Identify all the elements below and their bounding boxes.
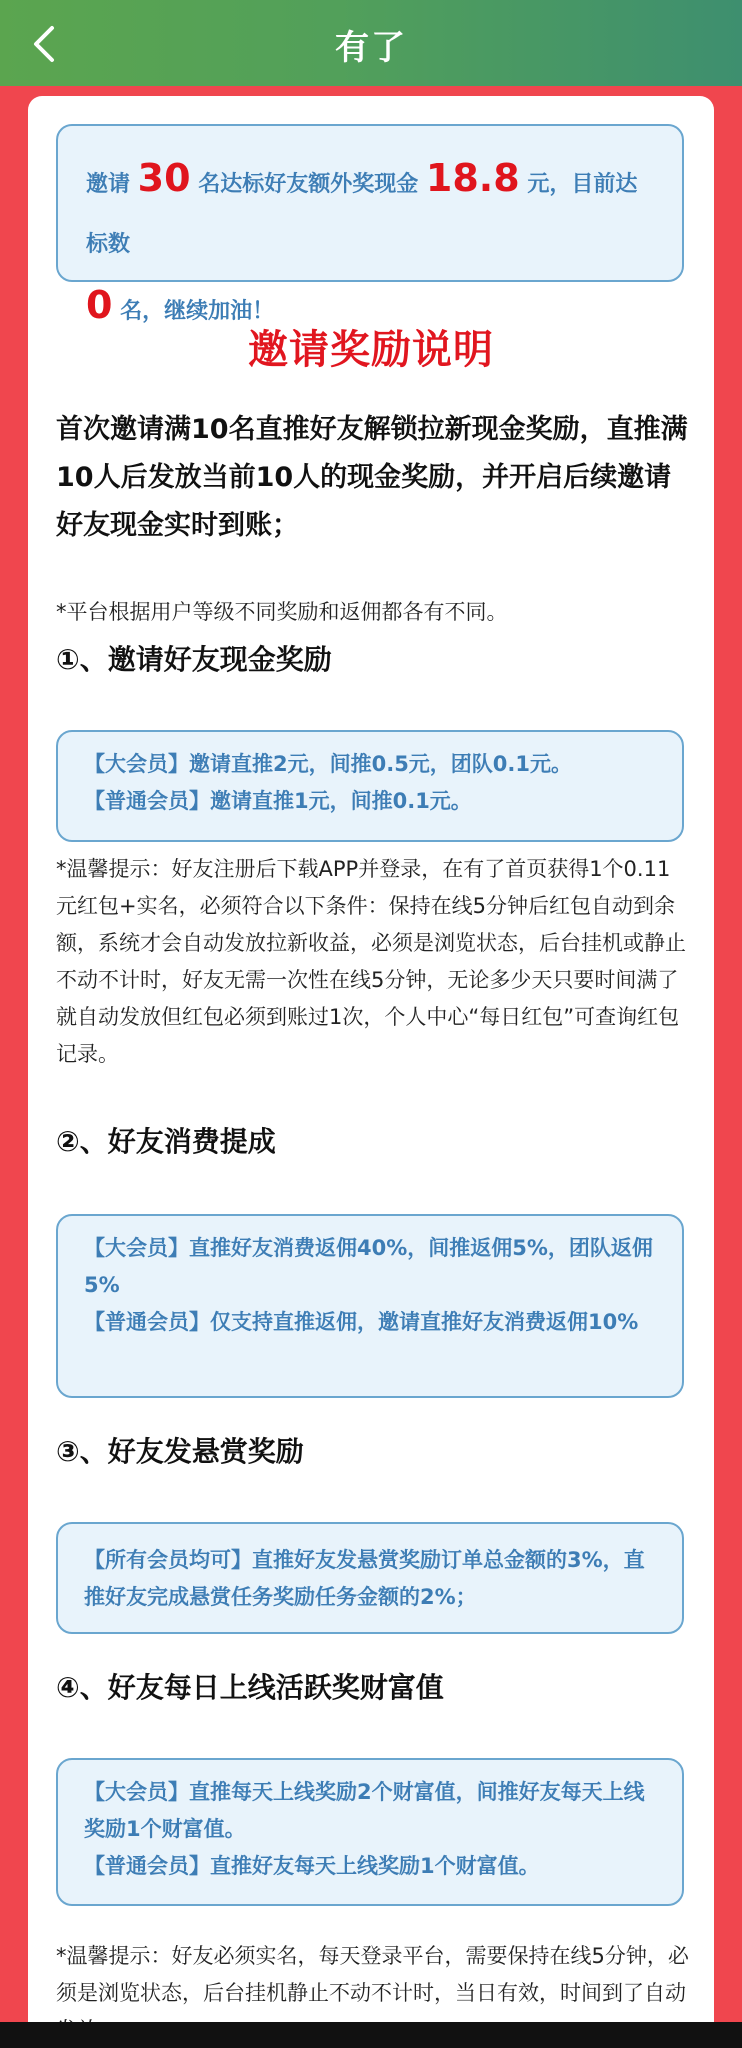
reward-line: 【普通会员】邀请直推1元，间推0.1元。 xyxy=(84,789,472,813)
daily-active-wealth-box xyxy=(56,1758,684,1906)
commission-line: 【大会员】直推好友消费返佣40%，间推返佣5%，团队返佣5% xyxy=(84,1236,653,1297)
section-title-daily-active-wealth: ④、好友每日上线活跃奖财富值 xyxy=(56,1671,444,1704)
platform-note: *平台根据用户等级不同奖励和返佣都各有不同。 xyxy=(56,600,508,624)
wealth-line: 【大会员】直推每天上线奖励2个财富值，间推好友每天上线奖励1个财富值。 xyxy=(84,1780,645,1841)
section-title-invite-cash: ①、邀请好友现金奖励 xyxy=(56,643,332,676)
consumption-commission-box xyxy=(56,1214,684,1398)
target-count: 30 xyxy=(137,156,191,200)
invite-cash-box xyxy=(56,730,684,842)
notice-text: 名达标好友额外奖现金 xyxy=(190,172,426,197)
notice-text: 名，继续加油！ xyxy=(112,299,275,324)
invite-progress-notice xyxy=(56,124,684,327)
section-title-consumption-commission: ②、好友消费提成 xyxy=(56,1125,276,1158)
commission-line: 【普通会员】仅支持直推返佣，邀请直推好友消费返佣10% xyxy=(84,1310,639,1334)
reward-line: 【大会员】邀请直推2元，间推0.5元，团队0.1元。 xyxy=(84,752,573,776)
rules-title: 邀请奖励说明 xyxy=(248,327,494,373)
notice-text: 元，目前达标数 xyxy=(86,172,638,257)
bottom-system-bar xyxy=(0,2022,742,2048)
bounty-reward-box xyxy=(56,1522,684,1634)
wealth-line: 【普通会员】直推好友每天上线奖励1个财富值。 xyxy=(84,1854,540,1878)
section-title-bounty-reward: ③、好友发悬赏奖励 xyxy=(56,1435,304,1468)
top-navigation-bar xyxy=(0,0,742,86)
invite-cash-tip: *温馨提示：好友注册后下载APP并登录，在有了首页获得1个0.11元红包+实名，必须符合以下条件：保持在线5分钟后红包自动到余额，系统才会自动发放拉新收益，必须是浏览状态，后台挂机或静止不动不计时，好友无需一次性在线5分钟，无论多少天只要时间满了就自动发放但红包必须到账过1次，个人中心“每日红包”可查询红包记录。 xyxy=(56,857,686,1066)
page-title: 有了 xyxy=(335,28,407,68)
daily-active-tip: *温馨提示：好友必须实名，每天登录平台，需要保持在线5分钟，必须是浏览状态，后台挂机静止不动不计时，当日有效，时间到了自动 xyxy=(56,1944,689,2005)
bonus-amount: 18.8 xyxy=(425,156,520,200)
intro-paragraph: 首次邀请满10名直推好友解锁拉新现金奖励，直推满10人后发放当前10人的现金奖励，并开启后续邀请好友现金实时到账； xyxy=(56,414,688,541)
bounty-line: 【所有会员均可】直推好友发悬赏奖励订单总金额的3%，直推好友完成悬赏任务奖励任务金额的2%； xyxy=(84,1548,645,1609)
content-card xyxy=(28,96,714,2048)
notice-text: 邀请 xyxy=(86,172,138,197)
current-count: 0 xyxy=(86,283,113,327)
